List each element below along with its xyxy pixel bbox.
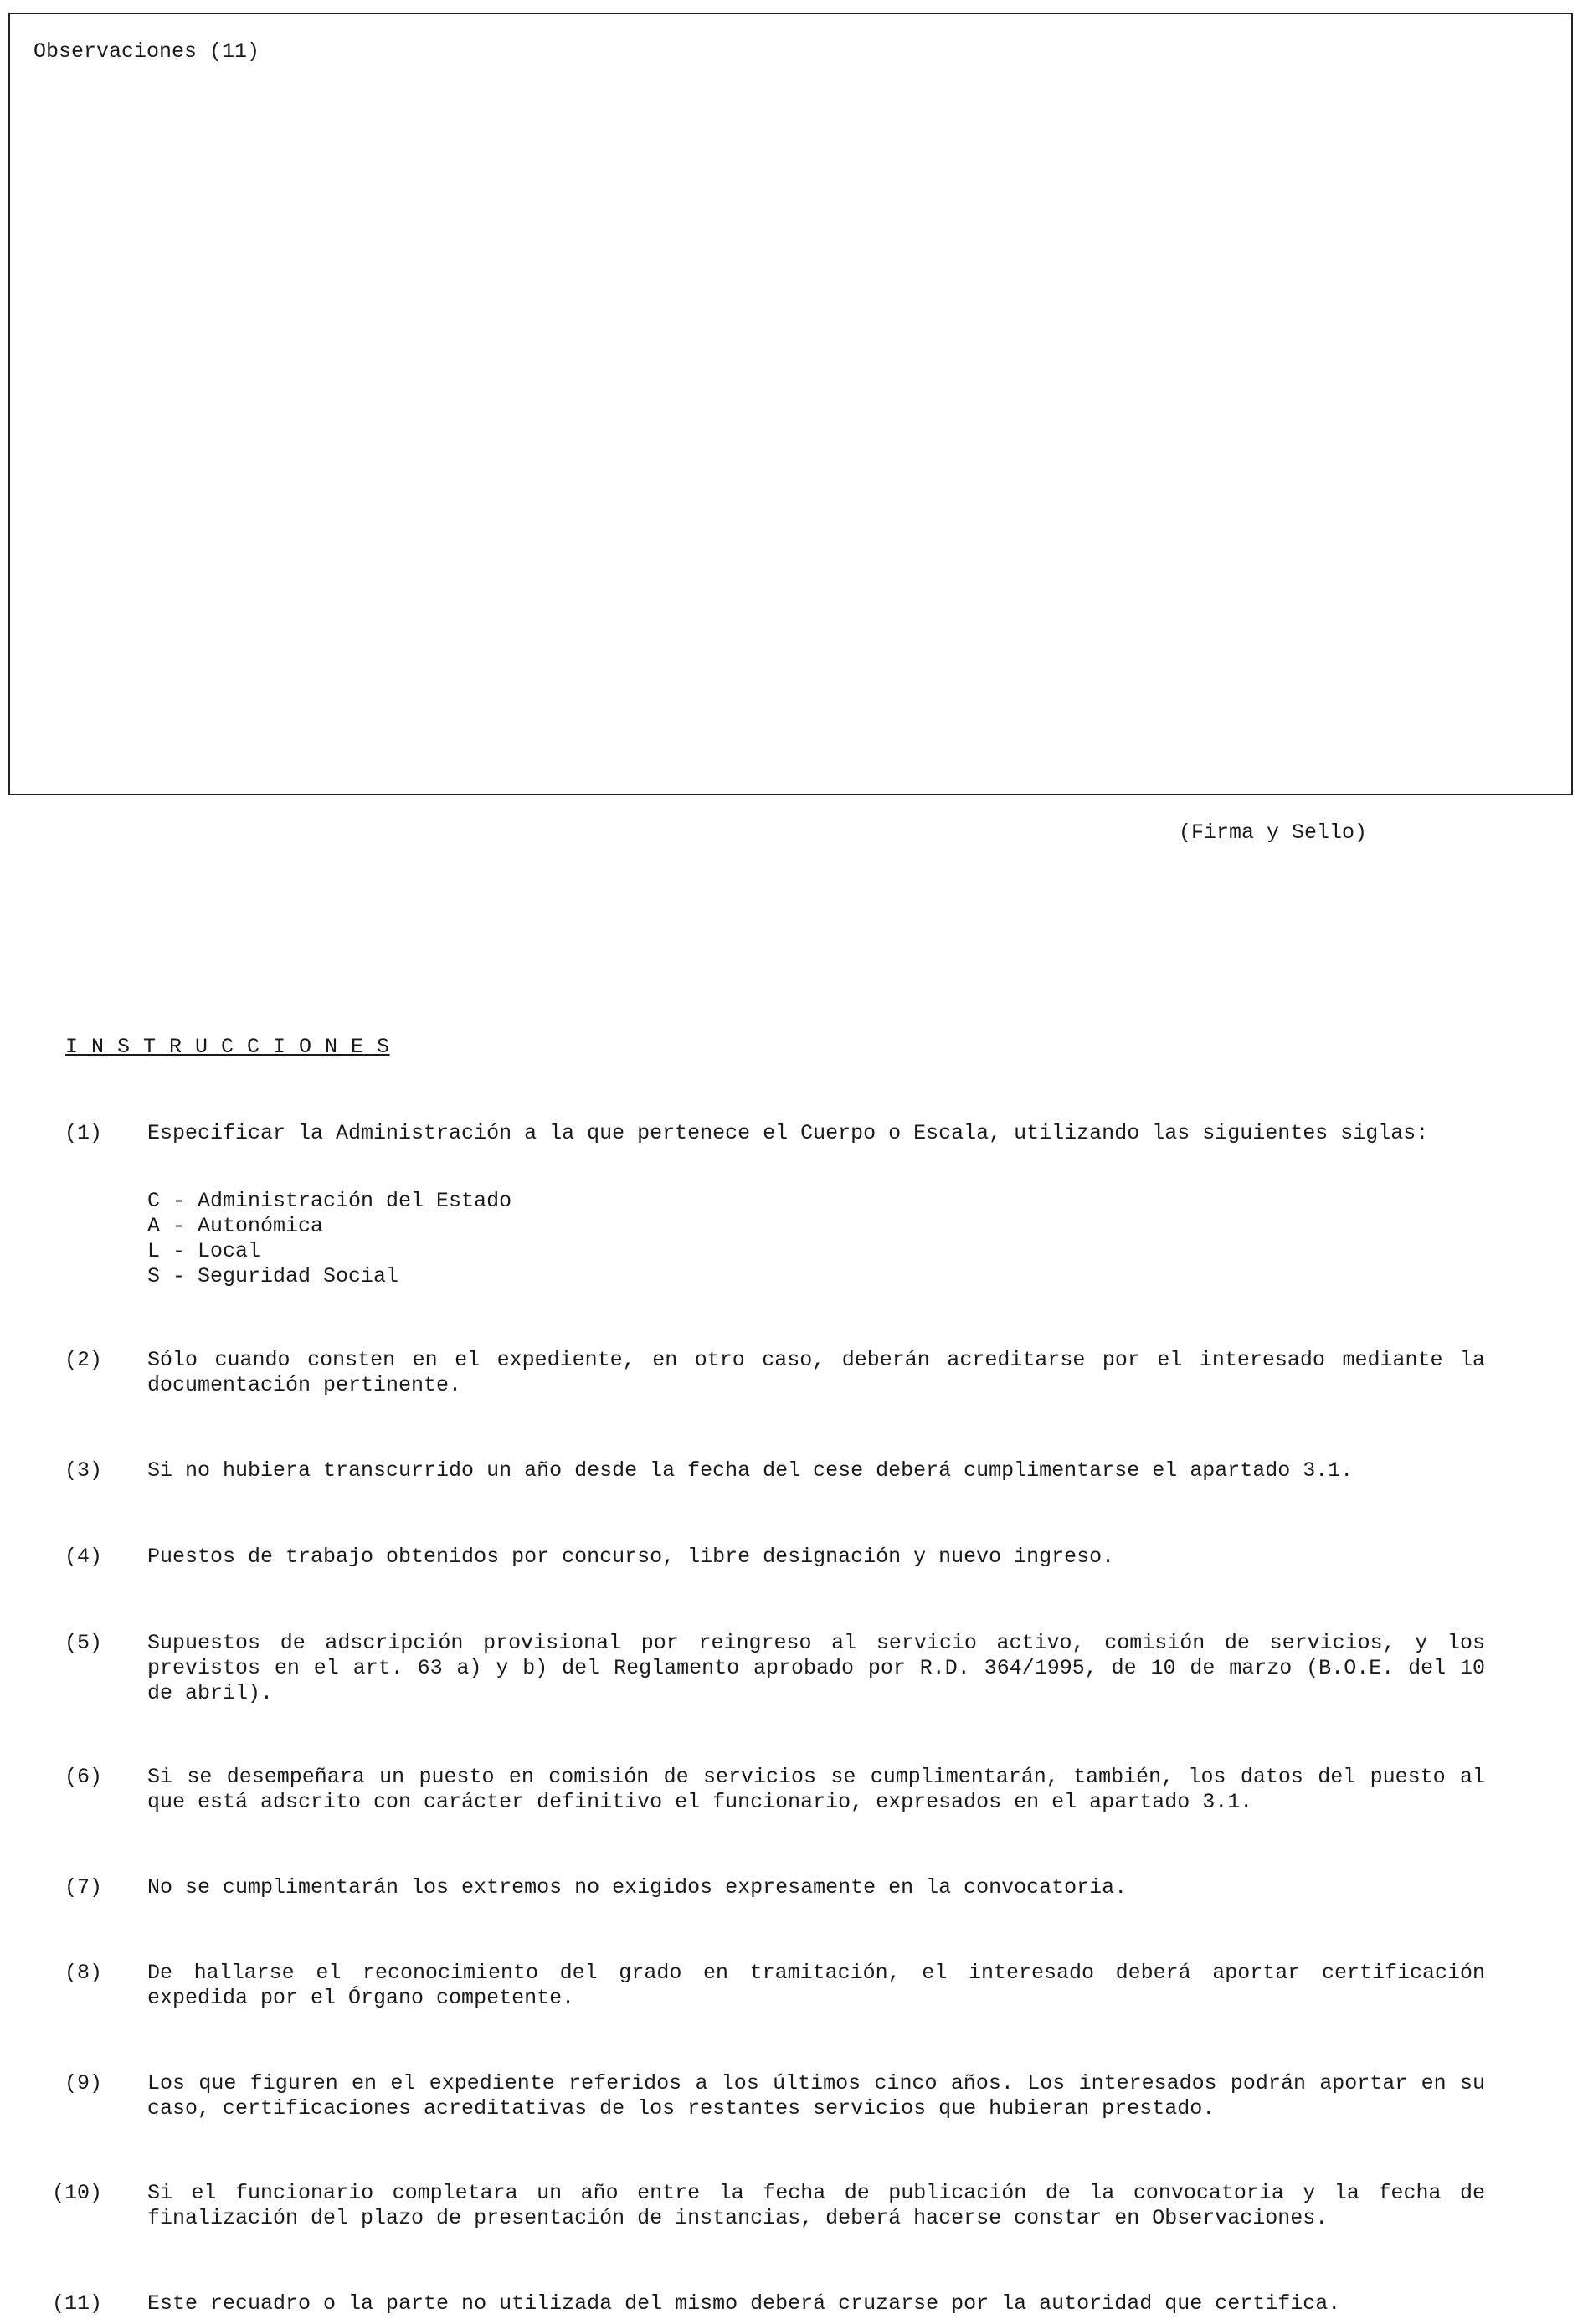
instruction-number: (5) — [64, 1631, 102, 1655]
instruction-text: Este recuadro o la parte no utilizada del mismo deberá cruzarse por la autoridad que certifica. — [147, 2291, 1341, 2316]
firma-sello-label: (Firma y Sello) — [1179, 820, 1368, 845]
sigla-item: A - Autonómica — [147, 1214, 324, 1238]
instruction-text: Puestos de trabajo obtenidos por concurso, libre designación y nuevo ingreso. — [147, 1545, 1115, 1569]
instruction-text: Si el funcionario completara un año entre la fecha de publicación de la convocatoria y la fecha de finalización del plazo de presentación de instancias, deberá hacerse constar en Observaciones. — [147, 2181, 1485, 2230]
instruction-number: (9) — [64, 2071, 102, 2095]
instruction-number: (11) — [51, 2291, 102, 2316]
instruction-text: Si se desempeñara un puesto en comisión de servicios se cumplimentarán, también, los datos del puesto al que está adscrito con carácter definitivo el funcionario, expresados en el apartado 3.1. — [147, 1765, 1485, 1814]
instruction-number: (10) — [51, 2181, 102, 2205]
instruction-number: (8) — [64, 1961, 102, 1985]
instruction-number: (7) — [64, 1875, 102, 1900]
instruction-number: (1) — [64, 1121, 102, 1145]
instruction-number: (4) — [64, 1545, 102, 1569]
instruction-number: (6) — [64, 1765, 102, 1789]
instrucciones-title: I N S T R U C C I O N E S — [65, 1035, 390, 1059]
sigla-item: C - Administración del Estado — [147, 1189, 512, 1213]
instruction-text: De hallarse el reconocimiento del grado en tramitación, el interesado deberá aportar certificación expedida por el Órgano competente. — [147, 1961, 1485, 2010]
observaciones-label: Observaciones (11) — [33, 39, 260, 64]
instruction-text: No se cumplimentarán los extremos no exigidos expresamente en la convocatoria. — [147, 1875, 1128, 1900]
sigla-item: L - Local — [147, 1239, 261, 1263]
instruction-text: Si no hubiera transcurrido un año desde la fecha del cese deberá cumplimentarse el apartado 3.1. — [147, 1458, 1354, 1483]
instruction-number: (2) — [64, 1348, 102, 1372]
instruction-text: Sólo cuando consten en el expediente, en otro caso, deberán acreditarse por el interesado mediante la documentación pertinente. — [147, 1348, 1485, 1397]
observaciones-box — [8, 13, 1573, 795]
instruction-text: Los que figuren en el expediente referidos a los últimos cinco años. Los interesados podrán aportar en su caso, certificaciones acreditativas de los restantes servicios que hubieran prestado. — [147, 2071, 1485, 2121]
sigla-item: S - Seguridad Social — [147, 1264, 399, 1288]
siglas-list — [147, 1189, 511, 1289]
instruction-text: Especificar la Administración a la que pertenece el Cuerpo o Escala, utilizando las siguientes siglas: — [147, 1121, 1429, 1145]
instruction-text: Supuestos de adscripción provisional por reingreso al servicio activo, comisión de servicios, y los previstos en el art. 63 a) y b) del Reglamento aprobado por R.D. 364/1995, de 10 de marzo (B.O.E. del 10 de abril). — [147, 1631, 1485, 1705]
instruction-number: (3) — [64, 1458, 102, 1483]
